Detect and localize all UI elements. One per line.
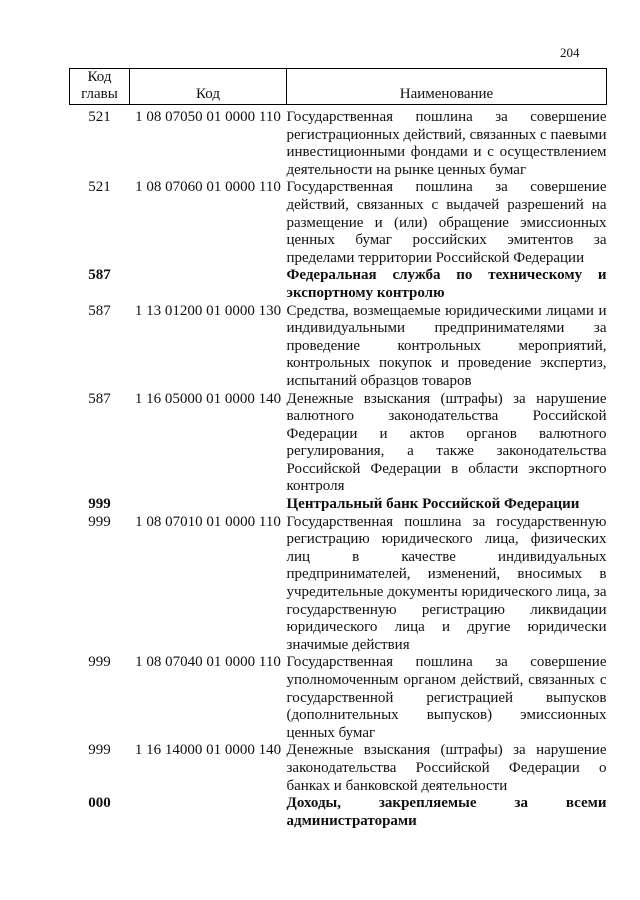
header-name: Наименование bbox=[287, 69, 607, 105]
item-name: Средства, возмещаемые юридическими лицами и индивидуальными предпринимателями за проведение контрольных мероприятий, контрольных покупок и проведение экспертиз, испытаний образцов товаров bbox=[286, 302, 607, 389]
chapter-code: 999 bbox=[88, 496, 111, 513]
item-name: Денежные взыскания (штрафы) за нарушение валютного законодательства Российской Федерации и актов органов валютного регулирования, а также законодательства Российской Федерации в области экспортного контроля bbox=[286, 390, 607, 495]
table-row bbox=[70, 105, 607, 180]
section-title-line2: администраторами bbox=[286, 812, 417, 829]
section-title: Федеральная служба по техническому и экспортному контролю bbox=[286, 267, 607, 301]
item-name: Государственная пошлина за совершение действий, связанных с выдачей разрешений на размещение и (или) обращение эмиссионных ценных бумаг российских эмитентов за пределами территории Российской Федерации bbox=[286, 179, 607, 266]
budget-code: 1 13 01200 01 0000 130 bbox=[134, 302, 282, 319]
budget-code bbox=[130, 267, 287, 302]
chapter-code: 521 bbox=[88, 179, 111, 196]
table-header-row bbox=[70, 69, 607, 105]
revenue-codes-table bbox=[69, 68, 607, 830]
chapter-code: 999 bbox=[88, 742, 111, 759]
budget-code: 1 08 07060 01 0000 110 bbox=[135, 179, 281, 196]
budget-code: 1 08 07040 01 0000 110 bbox=[135, 654, 281, 671]
header-chapter-code-line1: Код bbox=[87, 69, 112, 85]
item-name: Государственная пошлина за государственную регистрацию юридического лица, физических лиц в качестве индивидуальных предпринимателей, изменений, вносимых в учредительные документы юридического лица, за государственную регистрацию ликвидации юридического лица и другие юридически значимые действия bbox=[286, 513, 607, 653]
header-chapter-code bbox=[70, 69, 130, 105]
section-title: Центральный банк Российской Федерации bbox=[286, 496, 580, 513]
table-row bbox=[70, 742, 607, 795]
section-title bbox=[287, 795, 607, 830]
budget-code: 1 16 05000 01 0000 140 bbox=[134, 390, 282, 407]
table-row bbox=[70, 303, 607, 391]
chapter-code: 999 bbox=[88, 513, 111, 530]
header-chapter-code-line2: главы bbox=[81, 86, 118, 102]
chapter-code: 587 bbox=[88, 302, 111, 319]
table-row bbox=[70, 514, 607, 655]
section-heading-row bbox=[70, 267, 607, 302]
item-name: Денежные взыскания (штрафы) за нарушение законодательства Российской Федерации о банках и банковской деятельности bbox=[286, 742, 607, 794]
table-row bbox=[70, 391, 607, 497]
item-name: Государственная пошлина за совершение уполномоченным органом действий, связанных с государственной регистрацией выпусков (дополнительных выпусков) эмиссионных ценных бумаг bbox=[286, 654, 607, 741]
header-code: Код bbox=[130, 69, 287, 105]
chapter-code: 587 bbox=[88, 390, 111, 407]
page-number: 204 bbox=[560, 45, 580, 60]
chapter-code: 521 bbox=[88, 109, 111, 125]
table-row bbox=[70, 654, 607, 742]
chapter-code: 999 bbox=[88, 654, 111, 671]
section-title-line1: Доходы, закрепляемые за всеми bbox=[286, 795, 607, 812]
chapter-code: 587 bbox=[88, 267, 111, 284]
budget-code: 1 08 07010 01 0000 110 bbox=[135, 513, 281, 530]
budget-code: 1 16 14000 01 0000 140 bbox=[134, 742, 282, 759]
chapter-code: 000 bbox=[88, 795, 111, 812]
budget-code: 1 08 07050 01 0000 110 bbox=[135, 109, 281, 125]
section-heading-row bbox=[70, 795, 607, 830]
table-row bbox=[70, 179, 607, 267]
item-name: Государственная пошлина за совершение регистрационных действий, связанных с паевыми инвестиционными фондами и с осуществлением деятельности на рынке ценных бумаг bbox=[286, 109, 607, 178]
budget-code bbox=[130, 795, 287, 830]
section-heading-row bbox=[70, 496, 607, 514]
budget-code bbox=[130, 496, 287, 514]
